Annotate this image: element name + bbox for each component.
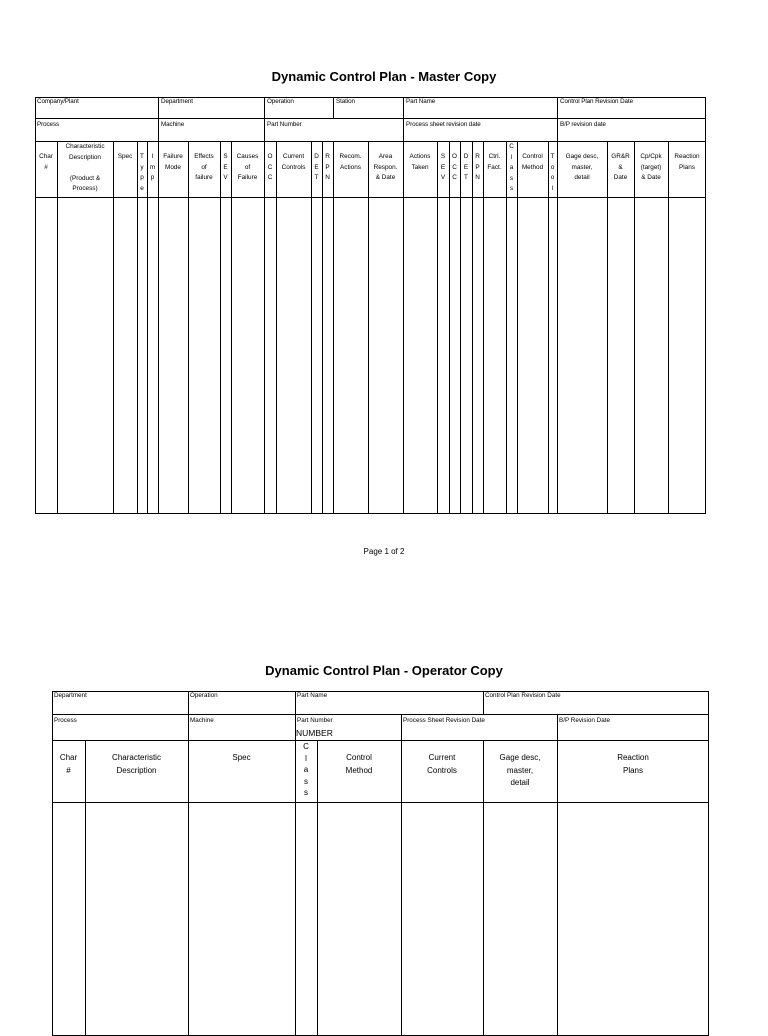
master-row-divider	[35, 197, 706, 198]
process-sheet-revision-label: Process sheet revision date	[406, 121, 481, 128]
op-col-characteristic-description: Characteristic Description	[112, 753, 161, 775]
master-column-divider	[311, 141, 312, 514]
master-column-divider	[220, 141, 221, 514]
col-ctrl-fact: Ctrl. Fact.	[487, 153, 502, 171]
master-column-divider	[368, 141, 369, 514]
process-label: Process	[37, 121, 60, 128]
master-column-divider	[506, 141, 507, 514]
master-row-divider	[35, 141, 706, 142]
op-department-label: Department	[54, 692, 87, 699]
op-col-control-method: Control Method	[345, 753, 373, 775]
col-sev-revised: S E V	[440, 153, 446, 181]
master-column-divider	[634, 141, 635, 514]
col-gage-description: Gage desc, master, detail	[565, 153, 599, 181]
master-column-divider	[460, 141, 461, 514]
op-col-char-number: Char #	[59, 753, 78, 775]
bp-revision-label: B/P revision date	[560, 121, 606, 128]
col-current-controls: Current Controls	[281, 153, 306, 171]
part-name-label: Part Name	[406, 98, 436, 105]
master-column-divider	[437, 141, 438, 514]
operator-row-divider	[52, 740, 709, 741]
op-machine-label: Machine	[190, 717, 214, 724]
op-col-reaction-plans: Reaction Plans	[617, 753, 649, 775]
col-characteristic-description: Characteristic Description (Product & Process)	[65, 143, 105, 192]
col-det-revised: D E T	[463, 153, 469, 181]
master-row-divider	[35, 118, 706, 119]
op-part-number-label: Part Number	[297, 717, 333, 724]
col-imp: I m p	[149, 153, 156, 181]
master-column-divider	[557, 141, 558, 514]
master-title: Dynamic Control Plan - Master Copy	[271, 69, 497, 84]
operator-header-divider	[557, 714, 558, 740]
operator-header-divider	[401, 714, 402, 740]
operator-column-divider	[85, 740, 86, 1036]
op-part-name-label: Part Name	[297, 692, 328, 699]
op-process-sheet-revision-label: Process Sheet Revision Date	[403, 717, 485, 724]
operator-table	[52, 691, 709, 1036]
master-column-divider	[276, 141, 277, 514]
master-column-divider	[322, 141, 323, 514]
operator-row-divider	[52, 714, 709, 715]
master-column-divider	[137, 141, 138, 514]
col-effects-of-failure: Effects of failure	[194, 153, 214, 181]
operator-column-divider	[557, 740, 558, 1036]
operation-label: Operation	[267, 98, 294, 105]
master-column-divider	[403, 141, 404, 514]
master-column-divider	[231, 141, 232, 514]
master-column-divider	[483, 141, 484, 514]
master-column-divider	[668, 141, 669, 514]
department-label: Department	[161, 98, 193, 105]
col-recommended-actions: Recom. Actions	[339, 153, 362, 171]
col-cpk-target: Cp/Cpk (target) & Date	[640, 153, 662, 181]
operator-row-divider	[52, 802, 709, 803]
master-column-divider	[158, 141, 159, 514]
col-tool: T o o l	[550, 153, 555, 192]
master-column-divider	[333, 141, 334, 514]
master-header-divider	[557, 97, 558, 141]
master-column-divider	[57, 141, 58, 514]
col-occ-revised: O C C	[452, 153, 457, 181]
master-column-divider	[147, 141, 148, 514]
master-column-divider	[188, 141, 189, 514]
page-number: Page 1 of 2	[363, 547, 405, 556]
master-column-divider	[472, 141, 473, 514]
company-plant-label: Company/Plant	[37, 98, 79, 105]
operator-column-divider	[401, 740, 402, 1036]
col-causes-of-failure: Causes of Failure	[236, 153, 259, 181]
operator-header-divider	[188, 691, 189, 740]
col-grr-date: GR&R & Date	[611, 153, 630, 181]
master-header-divider	[403, 97, 404, 141]
part-number-label: Part Number	[267, 121, 302, 128]
master-header-divider	[158, 97, 159, 141]
col-actions-taken: Actions Taken	[409, 153, 431, 171]
col-type: T y p e	[140, 153, 144, 192]
operator-column-divider	[317, 740, 318, 1036]
col-reaction-plans: Reaction Plans	[674, 153, 700, 171]
operator-column-divider	[188, 740, 189, 1036]
op-col-spec: Spec	[232, 753, 251, 762]
op-col-class: C l a s s	[303, 742, 309, 797]
machine-label: Machine	[161, 121, 185, 128]
op-bp-revision-label: B/P Revision Date	[559, 717, 610, 724]
op-operation-label: Operation	[190, 692, 218, 699]
control-plan-revision-label: Control Plan Revision Date	[560, 98, 633, 105]
master-column-divider	[264, 141, 265, 514]
col-control-method: Control Method	[521, 153, 544, 171]
col-det: D E T	[314, 153, 319, 181]
col-sev: S E V	[223, 153, 228, 181]
op-control-plan-revision-label: Control Plan Revision Date	[485, 692, 561, 699]
master-header-divider	[333, 97, 334, 118]
master-column-divider	[607, 141, 608, 514]
op-col-gage-description: Gage desc, master, detail	[499, 753, 541, 787]
master-column-divider	[449, 141, 450, 514]
master-header-divider	[264, 97, 265, 141]
master-column-divider	[517, 141, 518, 514]
col-area-responsibility: Area Respon. & Date	[373, 153, 398, 181]
col-spec: Spec	[117, 153, 133, 160]
col-class: C l a s s	[509, 143, 514, 192]
col-rpn-revised: R P N	[475, 153, 480, 181]
op-col-current-controls: Current Controls	[427, 753, 457, 775]
station-label: Station	[336, 98, 355, 105]
operator-title: Dynamic Control Plan - Operator Copy	[265, 663, 503, 678]
col-char-number: Char #	[39, 153, 53, 171]
operator-header-divider	[483, 691, 484, 714]
col-occ: O C C	[267, 153, 273, 181]
col-rpn: R P N	[325, 153, 330, 181]
master-column-divider	[113, 141, 114, 514]
op-part-number-value: NUMBER	[296, 728, 333, 738]
col-failure-mode: Failure Mode	[163, 153, 183, 171]
master-column-divider	[548, 141, 549, 514]
op-process-label: Process	[54, 717, 77, 724]
